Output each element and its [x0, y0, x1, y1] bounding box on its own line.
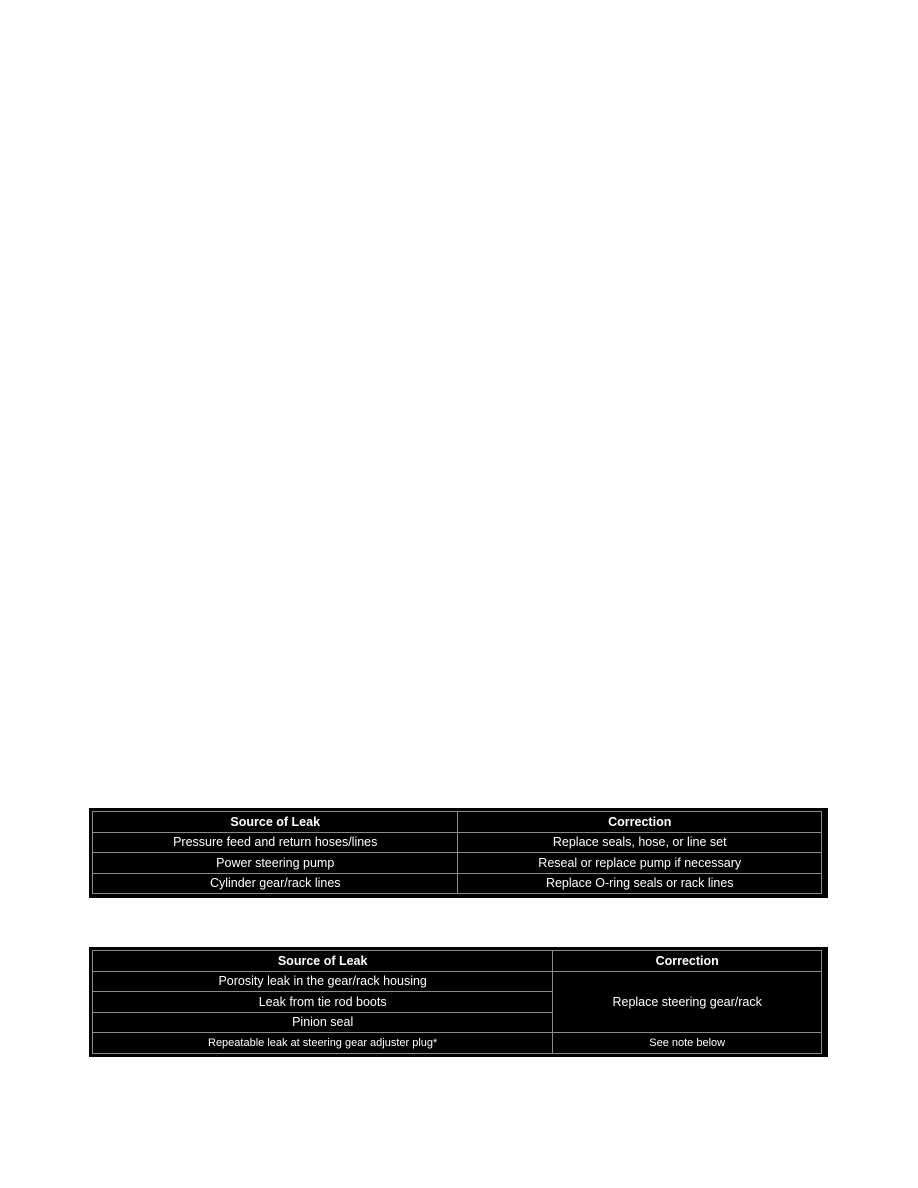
- table-header-row: [93, 812, 822, 833]
- source-cell: Cylinder gear/rack lines: [93, 873, 458, 894]
- header-source-of-leak: Source of Leak: [93, 812, 458, 833]
- source-cell: Pressure feed and return hoses/lines: [93, 832, 458, 853]
- table-2-grid: [92, 950, 822, 1054]
- table-row: [93, 1033, 822, 1054]
- table-row: [93, 832, 822, 853]
- table-row: [93, 971, 822, 992]
- correction-cell: See note below: [553, 1033, 822, 1054]
- source-cell: Pinion seal: [93, 1012, 553, 1033]
- leak-correction-table-1: [89, 808, 828, 898]
- source-cell: Power steering pump: [93, 853, 458, 874]
- table-row: [93, 853, 822, 874]
- header-correction: Correction: [458, 812, 822, 833]
- table-1-grid: [92, 811, 822, 894]
- header-source-of-leak: Source of Leak: [93, 951, 553, 972]
- table-row: [93, 873, 822, 894]
- leak-correction-table-2: [89, 947, 828, 1057]
- header-correction: Correction: [553, 951, 822, 972]
- correction-cell: Replace O-ring seals or rack lines: [458, 873, 822, 894]
- correction-cell: Reseal or replace pump if necessary: [458, 853, 822, 874]
- table-header-row: [93, 951, 822, 972]
- source-cell: Repeatable leak at steering gear adjuster plug*: [93, 1033, 553, 1054]
- source-cell: Leak from tie rod boots: [93, 992, 553, 1013]
- correction-cell: Replace seals, hose, or line set: [458, 832, 822, 853]
- source-cell: Porosity leak in the gear/rack housing: [93, 971, 553, 992]
- merged-correction-cell: Replace steering gear/rack: [553, 971, 822, 1033]
